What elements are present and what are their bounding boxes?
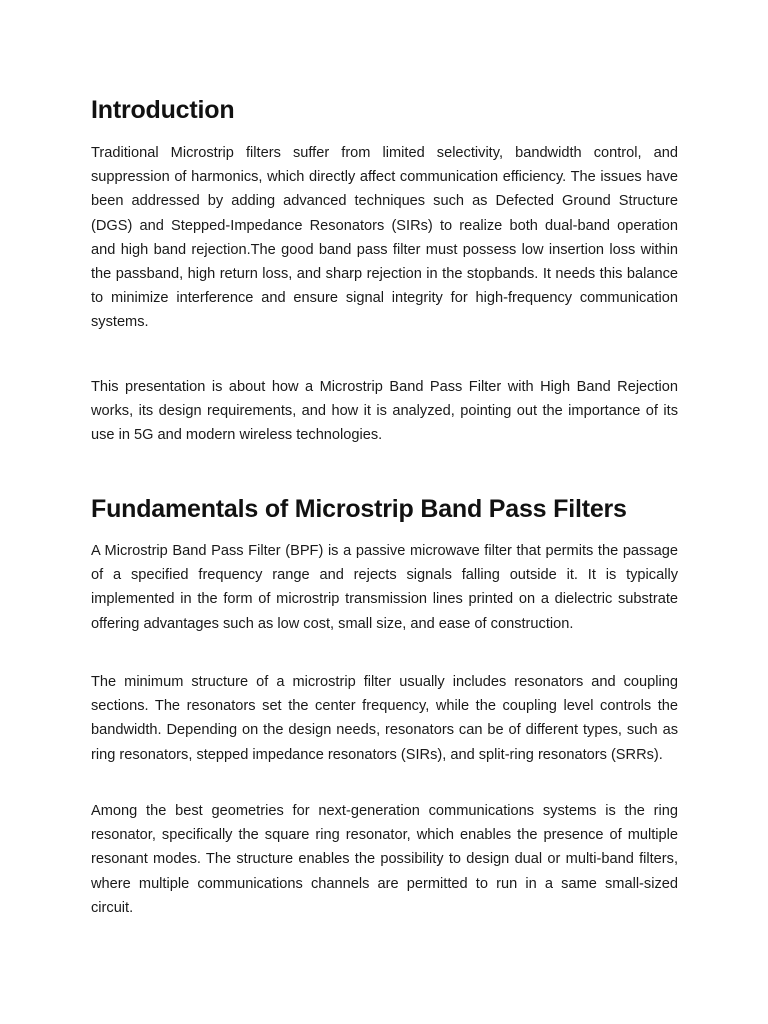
introduction-paragraph-1: Traditional Microstrip filters suffer from limited selectivity, bandwidth control, and suppression of harmonics, which directly affect communication efficiency. The issues have been addressed by adding advanced techniques such as Defected Ground Structure (DGS) and Stepped-Impedance Resonators (SIRs) to realize both dual-band operation and high band rejection.The good band pass filter must possess low insertion loss within the passband, high return loss, and sharp rejection in the stopbands. It needs this balance to minimize interference and ensure signal integrity for high-frequency communication systems. xyxy=(91,145,678,331)
introduction-heading: Introduction xyxy=(91,96,235,124)
fundamentals-paragraph-3: Among the best geometries for next-generation communications systems is the ring resonator, specifically the square ring resonator, which enables the presence of multiple resonant modes. The structure enables the possibility to design dual or multi-band filters, where multiple communications channels are permitted to run in a same small-sized circuit. xyxy=(91,803,678,916)
fundamentals-paragraph-1: A Microstrip Band Pass Filter (BPF) is a passive microwave filter that permits the passage of a specified frequency range and rejects signals falling outside it. It is typically implemented in the form of microstrip transmission lines printed on a dielectric substrate offering advantages such as low cost, small size, and ease of construction. xyxy=(91,543,678,632)
fundamentals-paragraph-2: The minimum structure of a microstrip filter usually includes resonators and coupling sections. The resonators set the center frequency, while the coupling level controls the bandwidth. Depending on the design needs, resonators can be of different types, such as ring resonators, stepped impedance resonators (SIRs), and split-ring resonators (SRRs). xyxy=(91,674,678,763)
fundamentals-heading: Fundamentals of Microstrip Band Pass Filters xyxy=(91,495,627,523)
introduction-paragraph-2: This presentation is about how a Microstrip Band Pass Filter with High Band Rejection works, its design requirements, and how it is analyzed, pointing out the importance of its use in 5G and modern wireless technologies. xyxy=(91,379,678,444)
